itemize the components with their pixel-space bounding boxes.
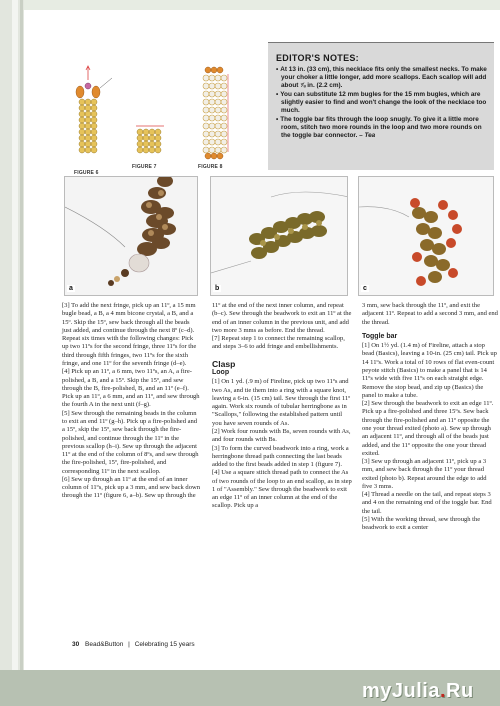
instruction-step: [1] On 1½ yd. (1.4 m) of Fireline, attach a stop bead (Basics), leaving a 10-in. (25 cm) tail. Pick up 14 11ºs. Work a total of 10 rows of flat even-count peyote stitch (Basics) to make a panel that is 14 11ºs wide with five 11ºs on each straight edge. Remove the stop bead, and zip up (Basics) the panel to make a tube. — [362, 342, 497, 399]
instruction-step: [5] With the working thread, sew through the beadwork to exit a center — [362, 516, 481, 532]
photo-c — [358, 176, 494, 296]
photo-c-tag: c — [363, 285, 367, 292]
instruction-step: [6] Sew up through an 11º at the end of an inner column of 11ºs, pick up a 3 mm, and sew back down through the 11º (figure 6, a–b). Sew up through the — [62, 475, 200, 500]
instruction-step: [3] To form the curved beadwork into a ring, work a herringbone thread path connecting the last beads added to the first beads added in step 1 (figure 7). — [212, 444, 349, 469]
editors-note-item: • The toggle bar fits through the loop snugly. To give it a little more room, stitch two more rounds in the loop and two more rounds on the toggle bar connector. – Tea — [276, 116, 488, 140]
editors-notes-box — [268, 42, 494, 170]
footer-separator: | — [128, 641, 130, 648]
instruction-step: [1] On 1 yd. (.9 m) of Fireline, pick up two 11ºs and two As, and tie them into a ring with a square knot, leaving a 6-in. (15 cm) tail. Sew through the first 11º again. Work six rounds of tubular herringbone as in "Scallops," following the established pattern until you have seven rounds of As. — [212, 378, 351, 427]
instruction-step: [4] Thread a needle on the tail, and repeat steps 3 and 4 on the remaining end of the toggle bar. End the tail. — [362, 491, 492, 515]
instruction-step: 11º at the end of the next inner column, and repeat (b–c). Sew through the beadwork to exit an 11º at the end of an inner column in the previous unit, and add two more 3 mms as before. End the thread. — [212, 302, 352, 334]
subheading-loop: Loop — [212, 368, 230, 376]
figure-8-diagram — [196, 60, 236, 170]
figure-7-label: FIGURE 7 — [132, 164, 157, 170]
editors-note-item: • At 13 in. (33 cm), this necklace fits only the smallest necks. To make your choker a little longer, add more scallops. Each scallop will add about ⅞ in. (2.2 cm). — [276, 66, 488, 90]
instruction-step: [5] Sew through the remaining beads in the column to exit an end 11º (g–h). Pick up a fire-polished and a 15º, skip the 15º, sew back through the fire-polished, and continue through the 11º in the previous scallop (h–i). Sew up through the adjacent 11º at the end of the column of 8ºs, and sew through the fire-polished, 15º, fire-polished, and corresponding 11º in the next scallop. — [62, 409, 199, 475]
page-footer — [72, 641, 195, 648]
subheading-toggle-bar: Toggle bar — [362, 332, 398, 340]
editors-signature: – Tea — [359, 131, 376, 139]
instruction-step: [7] Repeat step 1 to connect the remaining scallop, and steps 3–6 to add fringe and embellishments. — [212, 335, 345, 351]
photo-a-tag: a — [69, 285, 73, 292]
figure-8-label: FIGURE 8 — [198, 164, 223, 170]
text-column-1 — [62, 302, 200, 501]
editors-note-item: • You can substitute 12 mm bugles for the 15 mm bugles, which are slightly easier to find and won't change the look of the necklace too much. — [276, 91, 488, 115]
figure-7-diagram — [132, 118, 168, 168]
editors-notes-list — [276, 66, 488, 140]
photo-b — [210, 176, 348, 296]
instruction-step: [2] Work four rounds with Bs, seven rounds with As, and four rounds with Bs. — [212, 427, 351, 444]
instruction-step: [4] Pick up an 11º, a 6 mm, two 11ºs, an A, a fire-polished, a B, and a 15º. Skip the 15º, and sew through the B, fire-polished, B, and an 11º (e–f). Pick up an 11º, a 6 mm, and an 11º, and sew through the fourth A in the next unit (f–g). — [62, 368, 200, 409]
page-binding-edge — [0, 0, 24, 706]
instruction-step: [2] Sew through the beadwork to exit an edge 11º. Pick up a fire-polished and three 15ºs. Sew back through the fire-polished and an 11º opposite the one your thread exited (photo a). Sew up through an adjacent 11º, and through all of the beads just added, and the 11º opposite the one your thread exited. — [362, 400, 494, 457]
photo-b-tag: b — [215, 285, 220, 292]
instruction-step: [3] Sew up through an adjacent 11º, pick up a 3 mm, and sew back through the 11º your thread exited (photo b). Repeat around the edge to add five 3 mms. — [362, 458, 487, 490]
text-column-2 — [212, 302, 352, 511]
photo-a — [64, 176, 198, 296]
figure-6-diagram — [68, 62, 118, 176]
magazine-name: Bead&Button — [85, 641, 124, 648]
section-heading-clasp: Clasp — [212, 358, 236, 369]
instruction-step: 3 mm, sew back through the 11º, and exit the adjacent 11º. Repeat to add a second 3 mm, and end the thread. — [362, 302, 498, 326]
site-watermark: myJulia.Ru — [362, 680, 474, 702]
instruction-step: [4] Use a square stitch thread path to connect the As of two rounds of the loop to an end scallop, as in step 1 of "Assembly." Sew through the beadwork to exit an edge 11º of an inner column at the end of the scallop. Pick up a — [212, 469, 352, 510]
editors-notes-title: EDITOR'S NOTES: — [276, 53, 359, 63]
footer-tagline: Celebrating 15 years — [134, 641, 195, 648]
figure-6-label: FIGURE 6 — [74, 170, 99, 176]
page-number: 30 — [72, 641, 80, 648]
instruction-step: [3] To add the next fringe, pick up an 11º, a 15 mm bugle bead, a B, a 4 mm bicone crystal, a B, and a 15º. Skip the 15º, sew back through all the beads just added, and continue through the next 8º (c–d). Repeat six times with the following changes: Pick up two 11ºs for the second fringe, three 11ºs for the third through fifth fringes, two 11ºs for the sixth fringe, and one 11º for the seventh fringe (d–e). — [62, 302, 197, 367]
text-column-3 — [362, 302, 498, 533]
